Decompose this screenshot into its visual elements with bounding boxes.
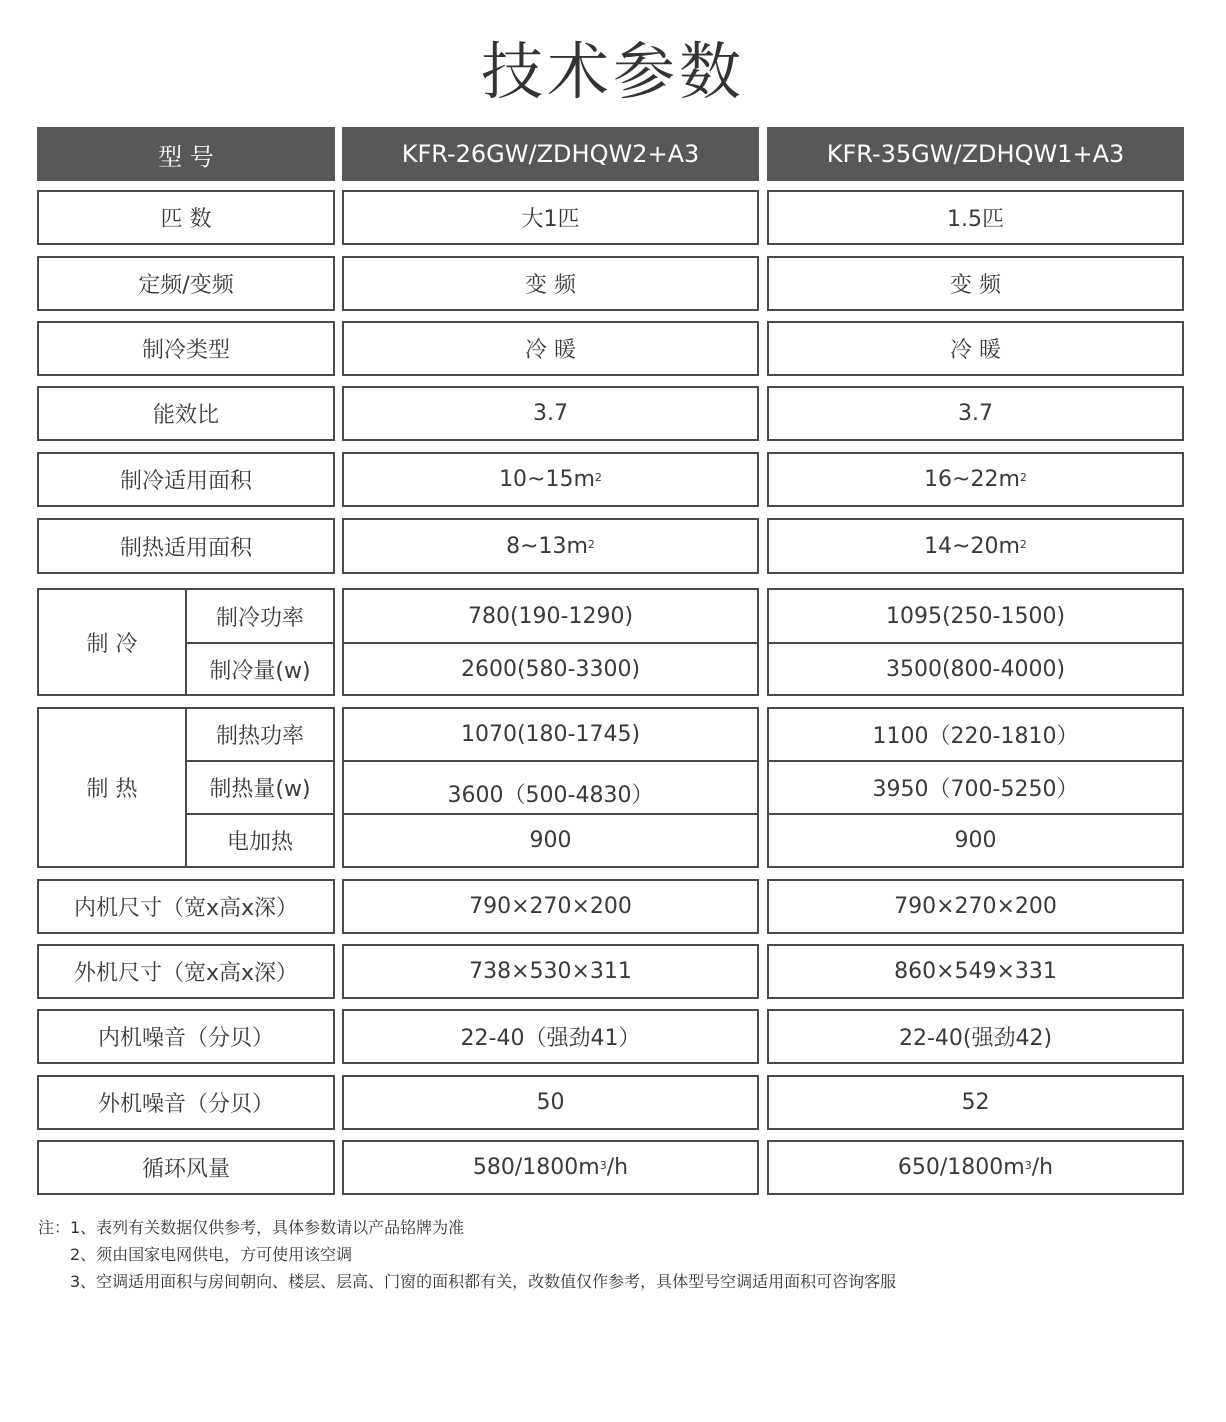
row-value-suffix: /h bbox=[606, 1155, 629, 1180]
row-outdoornoise-v1 bbox=[342, 1075, 759, 1130]
cooling-power-label bbox=[185, 588, 335, 644]
row-pishu-v2 bbox=[767, 190, 1184, 245]
row-indoorsize-v2 bbox=[767, 879, 1184, 934]
row-label: 制冷适用面积 bbox=[119, 469, 252, 494]
row-value: 变 频 bbox=[950, 273, 1001, 298]
row-outdoorsize-v1 bbox=[342, 944, 759, 999]
group-label: 制 冷 bbox=[86, 631, 138, 657]
row-value: 3950（700-5250） bbox=[872, 777, 1079, 802]
row-value: 1100（220-1810） bbox=[872, 724, 1079, 749]
heating-power-label bbox=[185, 707, 335, 762]
row-freq-v2 bbox=[767, 256, 1184, 311]
row-value: 900 bbox=[954, 828, 997, 853]
row-label: 制热量(w) bbox=[209, 777, 311, 802]
row-eer-label bbox=[37, 386, 335, 441]
heating-group-label bbox=[37, 707, 187, 868]
row-value: 790×270×200 bbox=[894, 894, 1057, 919]
cooling-power-v2 bbox=[767, 588, 1184, 644]
row-airflow-v2 bbox=[767, 1140, 1184, 1195]
row-heatarea-v2 bbox=[767, 518, 1184, 574]
row-heatarea-label bbox=[37, 518, 335, 574]
heating-power-v2 bbox=[767, 707, 1184, 762]
row-freq-label bbox=[37, 256, 335, 311]
row-value: 16~22m bbox=[924, 467, 1020, 492]
row-value: 2600(580-3300) bbox=[460, 656, 641, 682]
row-label: 能效比 bbox=[152, 403, 219, 428]
row-value: 738×530×311 bbox=[469, 959, 632, 984]
row-label: 外机噪音（分贝） bbox=[97, 1092, 274, 1117]
row-pishu-v1 bbox=[342, 190, 759, 245]
row-airflow-v1 bbox=[342, 1140, 759, 1195]
row-value: 14~20m bbox=[924, 533, 1020, 559]
row-value: 22-40(强劲42) bbox=[898, 1026, 1053, 1051]
row-value: 650/1800m bbox=[897, 1155, 1025, 1180]
row-indoorsize-label bbox=[37, 879, 335, 934]
superscript: 3 bbox=[1024, 1159, 1032, 1172]
row-indoorsize-v1 bbox=[342, 879, 759, 934]
row-outdoornoise-label bbox=[37, 1075, 335, 1130]
superscript: 2 bbox=[1019, 471, 1027, 484]
cooling-capacity-v2 bbox=[767, 642, 1184, 696]
row-label: 内机尺寸（宽x高x深） bbox=[73, 896, 299, 921]
row-value: 1.5匹 bbox=[947, 207, 1004, 232]
row-value: 3600（500-4830） bbox=[447, 783, 654, 808]
row-value: 3.7 bbox=[958, 401, 993, 426]
row-value: 790×270×200 bbox=[469, 894, 632, 919]
header-model2: KFR-35GW/ZDHQW1+A3 bbox=[826, 140, 1125, 168]
superscript: 3 bbox=[599, 1159, 607, 1172]
header-model1: KFR-26GW/ZDHQW2+A3 bbox=[401, 140, 700, 168]
cooling-group-label bbox=[37, 588, 187, 696]
row-eer-v2 bbox=[767, 386, 1184, 441]
heating-capacity-v1 bbox=[342, 760, 759, 815]
row-cooltype-label bbox=[37, 321, 335, 376]
row-label: 定频/变频 bbox=[138, 273, 234, 298]
group-label: 制 热 bbox=[86, 777, 138, 802]
row-label: 制冷量(w) bbox=[209, 658, 311, 684]
row-value-suffix: /h bbox=[1031, 1155, 1054, 1180]
heating-electric-v2 bbox=[767, 813, 1184, 868]
row-value: 1070(180-1745) bbox=[460, 722, 641, 747]
heating-power-v1 bbox=[342, 707, 759, 762]
cooling-capacity-v1 bbox=[342, 642, 759, 696]
cooling-capacity-label bbox=[185, 642, 335, 696]
row-value: 冷 暖 bbox=[525, 338, 576, 363]
header-label: 型 号 bbox=[158, 142, 214, 171]
row-value: 580/1800m bbox=[472, 1155, 600, 1180]
row-label: 匹 数 bbox=[160, 207, 212, 232]
row-indoornoise-v1 bbox=[342, 1009, 759, 1064]
superscript: 2 bbox=[587, 537, 595, 551]
row-heatarea-v1 bbox=[342, 518, 759, 574]
row-label: 制热适用面积 bbox=[119, 535, 252, 561]
row-label: 制冷类型 bbox=[141, 338, 230, 363]
row-label: 外机尺寸（宽x高x深） bbox=[73, 961, 299, 986]
heating-capacity-label bbox=[185, 760, 335, 815]
row-value: 50 bbox=[536, 1090, 565, 1115]
row-value: 780(190-1290) bbox=[467, 603, 634, 629]
row-value: 52 bbox=[961, 1090, 990, 1115]
row-indoornoise-v2 bbox=[767, 1009, 1184, 1064]
row-label: 内机噪音（分贝） bbox=[97, 1026, 274, 1051]
row-outdoorsize-v2 bbox=[767, 944, 1184, 999]
row-cooltype-v1 bbox=[342, 321, 759, 376]
row-value: 10~15m bbox=[499, 467, 595, 492]
row-label: 循环风量 bbox=[141, 1157, 230, 1182]
superscript: 2 bbox=[1019, 537, 1027, 551]
row-label: 制热功率 bbox=[215, 724, 304, 749]
row-outdoornoise-v2 bbox=[767, 1075, 1184, 1130]
note-line-2: 2、须由国家电网供电，方可使用该空调 bbox=[70, 1245, 353, 1264]
row-outdoorsize-label bbox=[37, 944, 335, 999]
row-coolarea-label bbox=[37, 452, 335, 507]
note-line-1: 注：1、表列有关数据仅供参考，具体参数请以产品铭牌为准 bbox=[38, 1218, 465, 1237]
row-value: 860×549×331 bbox=[894, 959, 1057, 984]
row-freq-v1 bbox=[342, 256, 759, 311]
row-value: 22-40（强劲41） bbox=[460, 1026, 641, 1051]
cooling-power-v1 bbox=[342, 588, 759, 644]
row-value: 变 频 bbox=[525, 273, 576, 298]
heating-electric-v1 bbox=[342, 813, 759, 868]
superscript: 2 bbox=[594, 471, 602, 484]
header-label-cell bbox=[37, 127, 335, 181]
row-indoornoise-label bbox=[37, 1009, 335, 1064]
row-coolarea-v1 bbox=[342, 452, 759, 507]
row-label: 电加热 bbox=[226, 830, 293, 855]
row-label: 制冷功率 bbox=[215, 605, 304, 631]
row-pishu-label bbox=[37, 190, 335, 245]
header-model1-cell bbox=[342, 127, 759, 181]
heating-capacity-v2 bbox=[767, 760, 1184, 815]
row-value: 大1匹 bbox=[521, 207, 580, 232]
row-value: 3500(800-4000) bbox=[885, 656, 1066, 682]
row-eer-v1 bbox=[342, 386, 759, 441]
row-value: 3.7 bbox=[533, 401, 568, 426]
header-model2-cell bbox=[767, 127, 1184, 181]
row-value: 冷 暖 bbox=[950, 338, 1001, 363]
row-value: 8~13m bbox=[506, 533, 588, 559]
row-cooltype-v2 bbox=[767, 321, 1184, 376]
row-value: 900 bbox=[529, 828, 572, 853]
row-airflow-label bbox=[37, 1140, 335, 1195]
page-title: 技术参数 bbox=[480, 35, 745, 108]
note-line-3: 3、空调适用面积与房间朝向、楼层、层高、门窗的面积都有关，改数值仅作参考，具体型号空调适用面积可咨询客服 bbox=[70, 1272, 897, 1291]
heating-electric-label bbox=[185, 813, 335, 868]
row-coolarea-v2 bbox=[767, 452, 1184, 507]
row-value: 1095(250-1500) bbox=[885, 603, 1066, 629]
